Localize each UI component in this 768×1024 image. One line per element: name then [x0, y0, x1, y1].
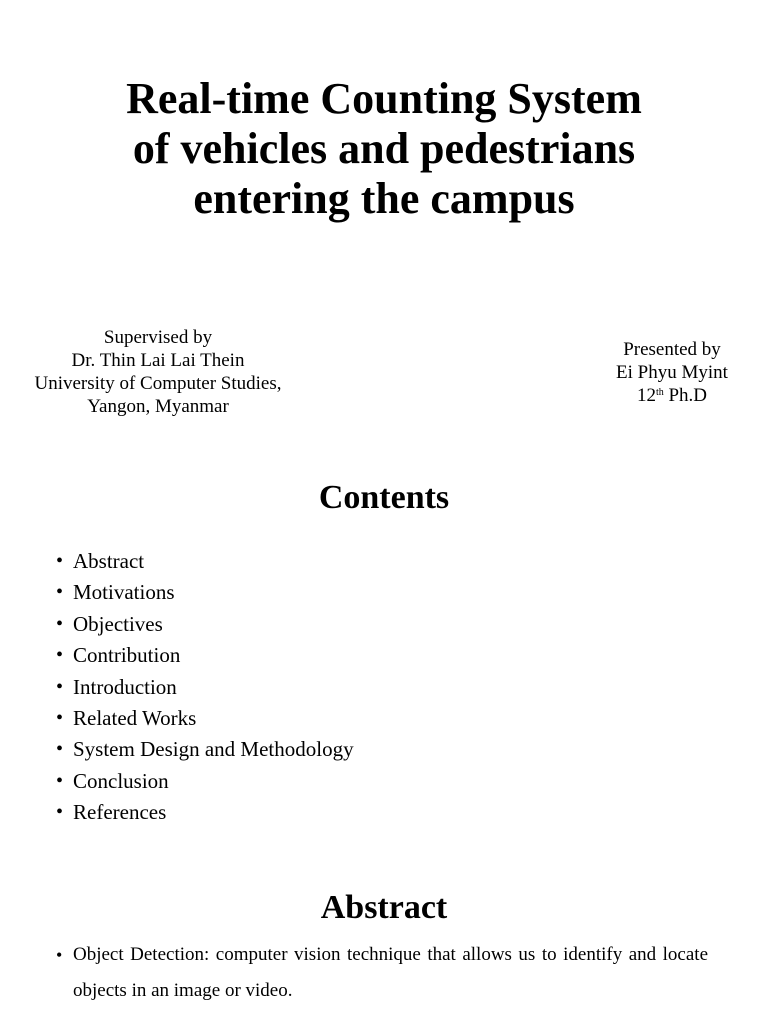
supervisor-name: Dr. Thin Lai Lai Thein	[71, 350, 245, 371]
supervisor-affiliation-line-2: Yangon, Myanmar	[87, 396, 229, 417]
list-item	[56, 672, 354, 703]
list-item	[56, 797, 354, 828]
supervisor-affiliation-line-1: University of Computer Studies,	[34, 373, 282, 394]
contents-item-label: Motivations	[73, 580, 175, 605]
contents-item-label: Introduction	[73, 674, 177, 699]
presenter-batch	[592, 384, 752, 407]
presenter-degree: Ph.D	[668, 385, 708, 406]
bullet-icon: •	[56, 644, 64, 667]
list-item	[56, 609, 354, 640]
presenter-batch-suffix: th	[655, 387, 664, 398]
title-line-3: entering the campus	[193, 174, 575, 223]
supervisor-block	[18, 326, 298, 418]
bullet-icon: •	[56, 612, 64, 635]
contents-item-label: Objectives	[73, 611, 163, 636]
bullet-icon: •	[56, 738, 64, 761]
contents-item-label: References	[73, 800, 167, 825]
bullet-icon: •	[56, 769, 64, 792]
contents-item-label: System Design and Methodology	[73, 737, 354, 762]
list-item	[56, 640, 354, 671]
list-item	[56, 703, 354, 734]
list-item	[56, 766, 354, 797]
bullet-icon: •	[56, 801, 64, 824]
abstract-point	[56, 937, 708, 1009]
presenter-label: Presented by	[623, 339, 721, 360]
bullet-icon: •	[56, 675, 64, 698]
title-line-1: Real-time Counting System	[126, 74, 642, 123]
contents-item-label: Conclusion	[73, 768, 169, 793]
presenter-name: Ei Phyu Myint	[616, 362, 728, 383]
list-item	[56, 546, 354, 577]
presenter-batch-number: 12	[636, 385, 656, 406]
presenter-block	[592, 338, 752, 407]
abstract-heading: Abstract	[320, 889, 448, 926]
contents-heading: Contents	[318, 479, 450, 516]
abstract-point-text: Object Detection: computer vision technique that allows us to identify and locate objects in an image or video.	[73, 944, 708, 1001]
title-line-2: of vehicles and pedestrians	[132, 124, 636, 173]
list-item	[56, 577, 354, 608]
bullet-icon: •	[56, 945, 63, 965]
contents-item-label: Related Works	[73, 705, 197, 730]
bullet-icon: •	[56, 581, 64, 604]
page-title	[0, 74, 768, 224]
supervisor-label: Supervised by	[103, 327, 213, 348]
contents-list	[56, 546, 354, 829]
contents-item-label: Contribution	[73, 643, 181, 668]
bullet-icon: •	[56, 550, 64, 572]
contents-item-label: Abstract	[73, 549, 145, 573]
bullet-icon: •	[56, 706, 64, 729]
list-item	[56, 734, 354, 765]
